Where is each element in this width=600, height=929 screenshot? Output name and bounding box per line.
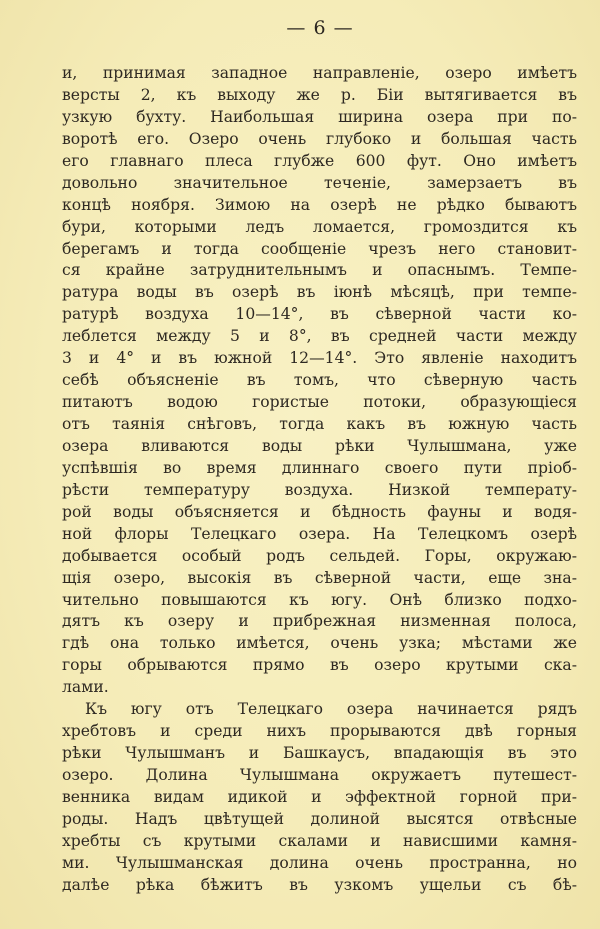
text-line: отъ таянія снѣговъ, тогда какъ въ южную часть (62, 415, 577, 433)
text-line: хребты съ крутыми скалами и нависшими камня- (62, 831, 577, 850)
text-line: версты 2, къ выходу же р. Біи вытягивается въ (62, 85, 577, 104)
text-line: питаютъ водою гористые потоки, образующіеся (62, 393, 577, 412)
text-line: бури, которыми ледъ ломается, громоздится къ (62, 217, 577, 236)
text-line: добывается особый родъ сельдей. Горы, окружаю- (62, 546, 577, 565)
text-line: горы обрываются прямо въ озеро крутыми ска- (62, 656, 577, 675)
paragraph-2 (62, 699, 577, 896)
text-line: берегамъ и тогда сообщеніе чрезъ него становит- (62, 239, 577, 258)
text-line: хребтовъ и среди нихъ прорываются двѣ горныя (62, 722, 577, 741)
text-line: довольно значительное теченіе, замерзаетъ въ (62, 173, 577, 192)
text-line: озера вливаются воды рѣки Чулышмана, уже (62, 436, 577, 455)
text-line: щія озеро, высокія въ сѣверной части, еще зна- (62, 568, 577, 587)
text-line: далѣе рѣка бѣжитъ въ узкомъ ущельи съ бѣ- (62, 875, 577, 894)
text-line: ратура воды въ озерѣ въ іюнѣ мѣсяцѣ, при темпе- (62, 283, 577, 302)
paragraph-1 (62, 63, 577, 699)
text-line: узкую бухту. Наибольшая ширина озера при по- (62, 107, 577, 126)
text-line: дятъ къ озеру и прибрежная низменная полоса, (62, 612, 577, 631)
text-line: ной флоры Телецкаго озера. На Телецкомъ озерѣ (62, 524, 577, 543)
text-line: 3 и 4° и въ южной 12—14°. Это явленіе находитъ (62, 349, 577, 368)
text-line: рѣки Чулышманъ и Башкаусъ, впадающія въ это (62, 744, 577, 763)
text-line: озеро. Долина Чулышмана окружаетъ путешест- (62, 766, 577, 784)
text-line: успѣвшія во время длиннаго своего пути пріоб- (62, 458, 577, 477)
text-line: воротѣ его. Озеро очень глубоко и большая часть (62, 129, 577, 148)
text-line: Къ югу отъ Телецкаго озера начинается рядъ (85, 700, 577, 719)
body-text (62, 63, 577, 897)
text-line: венника видам идикой и эффектной горной при- (62, 787, 577, 806)
text-line: леблется между 5 и 8°, въ средней части между (62, 327, 577, 346)
text-line: и, принимая западное направленіе, озеро имѣетъ (62, 64, 577, 82)
text-line: рой воды объясняется и бѣдность фауны и водя- (62, 502, 577, 521)
page-number: — 6 — (286, 17, 354, 39)
text-line: ратурѣ воздуха 10—14°, въ сѣверной части ко- (62, 305, 577, 324)
text-line: себѣ объясненіе въ томъ, что сѣверную часть (62, 371, 577, 390)
text-line: его главнаго плеса глубже 600 фут. Оно имѣетъ (62, 151, 577, 170)
text-line: ся крайне затруднительнымъ и опаснымъ. Темпе- (62, 261, 577, 280)
text-line: чительно повышаются къ югу. Онѣ близко подхо- (62, 590, 577, 609)
text-line: лами. (62, 678, 109, 697)
text-line: гдѣ она только имѣется, очень узка; мѣстами же (62, 634, 577, 653)
text-line: роды. Надъ цвѣтущей долиной высятся отвѣсные (62, 809, 577, 828)
text-line: ми. Чулышманская долина очень пространна, но (62, 853, 577, 872)
text-line: рѣсти температуру воздуха. Низкой температу- (62, 480, 577, 499)
text-line: концѣ ноября. Зимою на озерѣ не рѣдко бываютъ (62, 195, 577, 214)
